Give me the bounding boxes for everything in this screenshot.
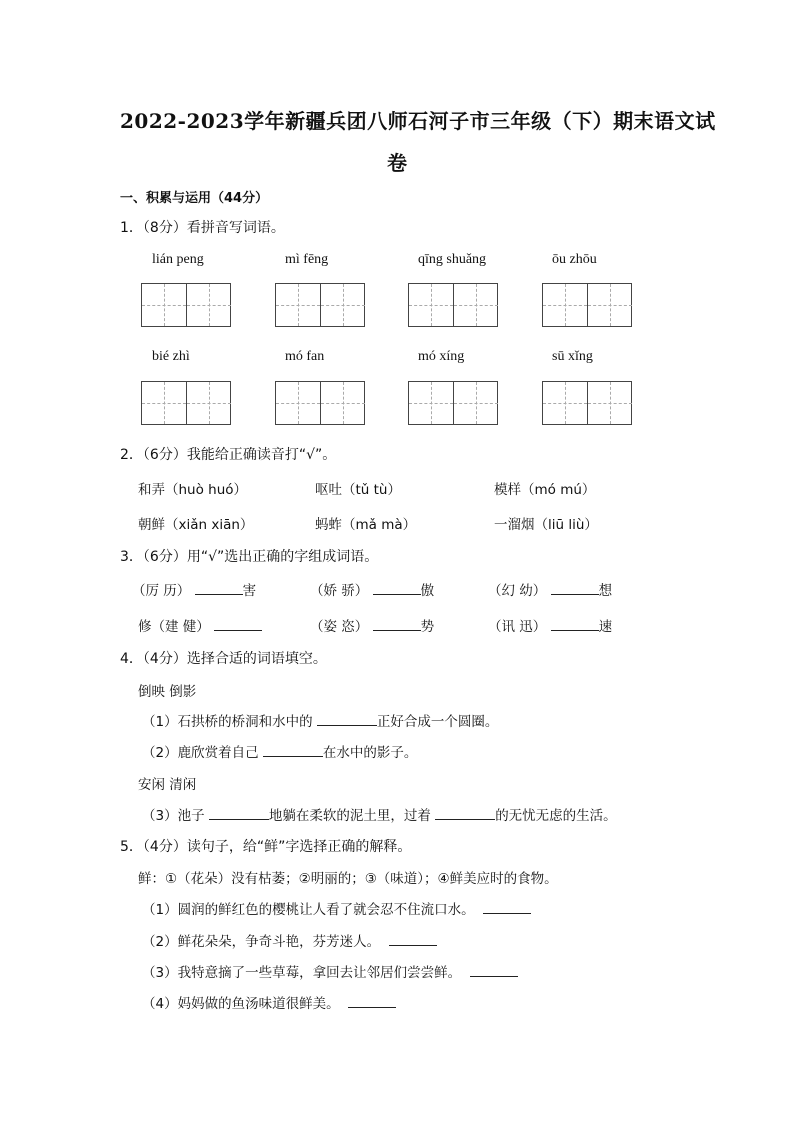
- reading-item[interactable]: 呕吐（tǔ tù）: [315, 482, 401, 498]
- sentence-text: 在水中的影子。: [322, 745, 418, 761]
- sentence-text: （3）池子: [142, 808, 209, 824]
- sentence-text: 正好合成一个圆圈。: [376, 714, 499, 730]
- char-choice-item[interactable]: [310, 615, 434, 635]
- word-tail: 势: [420, 619, 435, 635]
- question-5-stem: 5．（4分）读句子，给“鲜”字选择正确的解释。: [120, 839, 412, 855]
- char-options[interactable]: 修（建 健）: [138, 619, 210, 635]
- pinyin-label: ōu zhōu: [552, 252, 597, 267]
- answer-blank[interactable]: [389, 944, 437, 946]
- sentence-text: （2）鹿欣赏着自己: [142, 745, 263, 761]
- char-options[interactable]: （姿 恣）: [310, 619, 369, 635]
- fill-sentence: [142, 710, 498, 730]
- char-options[interactable]: （娇 骄）: [310, 583, 369, 599]
- word-bank: 倒映 倒影: [138, 684, 197, 700]
- char-options[interactable]: （讯 迅）: [488, 619, 547, 635]
- char-choice-item[interactable]: [488, 615, 612, 635]
- writing-grid[interactable]: [275, 381, 365, 425]
- answer-blank[interactable]: [551, 593, 599, 595]
- char-options[interactable]: （厉 历）: [132, 583, 191, 599]
- word-tail: 速: [598, 619, 613, 635]
- fill-sentence: [142, 930, 437, 950]
- sentence-text: （1）石拱桥的桥洞和水中的: [142, 714, 317, 730]
- writing-grid[interactable]: [542, 381, 632, 425]
- answer-blank[interactable]: [373, 593, 421, 595]
- question-3-stem: 3．（6分）用“√”选出正确的字组成词语。: [120, 549, 379, 565]
- section-heading: 一、积累与运用（44分）: [120, 191, 269, 206]
- pinyin-label: qīng shuǎng: [418, 252, 487, 267]
- word-bank: 安闲 清闲: [138, 777, 197, 793]
- answer-blank[interactable]: [470, 975, 518, 977]
- pinyin-label: sū xǐng: [552, 349, 593, 364]
- definition-list: 鲜：①（花朵）没有枯萎；②明丽的；③（味道）；④鲜美应时的食物。: [138, 871, 558, 887]
- fill-sentence: [142, 741, 417, 761]
- pinyin-label: mó xíng: [418, 349, 465, 364]
- answer-blank[interactable]: [483, 912, 531, 914]
- question-4-stem: 4．（4分）选择合适的词语填空。: [120, 651, 327, 667]
- char-options[interactable]: （幻 幼）: [488, 583, 547, 599]
- writing-grid[interactable]: [141, 283, 231, 327]
- pinyin-label: lián peng: [152, 252, 204, 267]
- answer-blank[interactable]: [551, 629, 599, 631]
- char-choice-item[interactable]: [132, 579, 256, 599]
- reading-item[interactable]: 和弄（huò huó）: [138, 482, 248, 498]
- sentence-text: （4）妈妈做的鱼汤味道很鲜美。: [142, 996, 340, 1012]
- writing-grid[interactable]: [408, 283, 498, 327]
- sentence-text: （2）鲜花朵朵，争奇斗艳，芬芳迷人。: [142, 934, 381, 950]
- answer-blank[interactable]: [435, 818, 495, 820]
- word-tail: 傲: [420, 583, 435, 599]
- fill-sentence: [142, 992, 396, 1012]
- answer-blank[interactable]: [209, 818, 269, 820]
- sentence-text: 地躺在柔软的泥土里，过着: [268, 808, 436, 824]
- word-tail: 害: [242, 583, 257, 599]
- answer-blank[interactable]: [214, 629, 262, 631]
- char-choice-item[interactable]: [138, 615, 262, 635]
- sentence-text: （1）圆润的鲜红色的樱桃让人看了就会忍不住流口水。: [142, 902, 475, 918]
- answer-blank[interactable]: [195, 593, 243, 595]
- word-tail: 想: [598, 583, 613, 599]
- pinyin-label: mó fan: [285, 349, 325, 364]
- pinyin-label: bié zhì: [152, 349, 190, 364]
- reading-item[interactable]: 一溜烟（liū liù）: [494, 517, 598, 533]
- reading-item[interactable]: 蚂蚱（mǎ mà）: [315, 517, 417, 533]
- answer-blank[interactable]: [348, 1006, 396, 1008]
- fill-sentence: [142, 961, 518, 981]
- sentence-text: （3）我特意摘了一些草莓，拿回去让邻居们尝尝鲜。: [142, 965, 462, 981]
- answer-blank[interactable]: [263, 755, 323, 757]
- char-choice-item[interactable]: [310, 579, 434, 599]
- fill-sentence: [142, 804, 617, 824]
- question-1-stem: 1．（8分）看拼音写词语。: [120, 220, 285, 236]
- reading-item[interactable]: 朝鲜（xiǎn xiān）: [138, 517, 254, 533]
- reading-item[interactable]: 模样（mó mú）: [494, 482, 596, 498]
- sentence-text: 的无忧无虑的生活。: [495, 808, 617, 824]
- writing-grid[interactable]: [408, 381, 498, 425]
- writing-grid[interactable]: [141, 381, 231, 425]
- page-title: 2022-2023学年新疆兵团八师石河子市三年级（下）期末语文试: [120, 109, 716, 133]
- answer-blank[interactable]: [317, 724, 377, 726]
- fill-sentence: [142, 898, 531, 918]
- answer-blank[interactable]: [373, 629, 421, 631]
- writing-grid[interactable]: [542, 283, 632, 327]
- question-2-stem: 2．（6分）我能给正确读音打“√”。: [120, 447, 337, 463]
- page-title-continued: 卷: [387, 151, 408, 175]
- writing-grid[interactable]: [275, 283, 365, 327]
- char-choice-item[interactable]: [488, 579, 612, 599]
- pinyin-label: mì fēng: [285, 252, 329, 267]
